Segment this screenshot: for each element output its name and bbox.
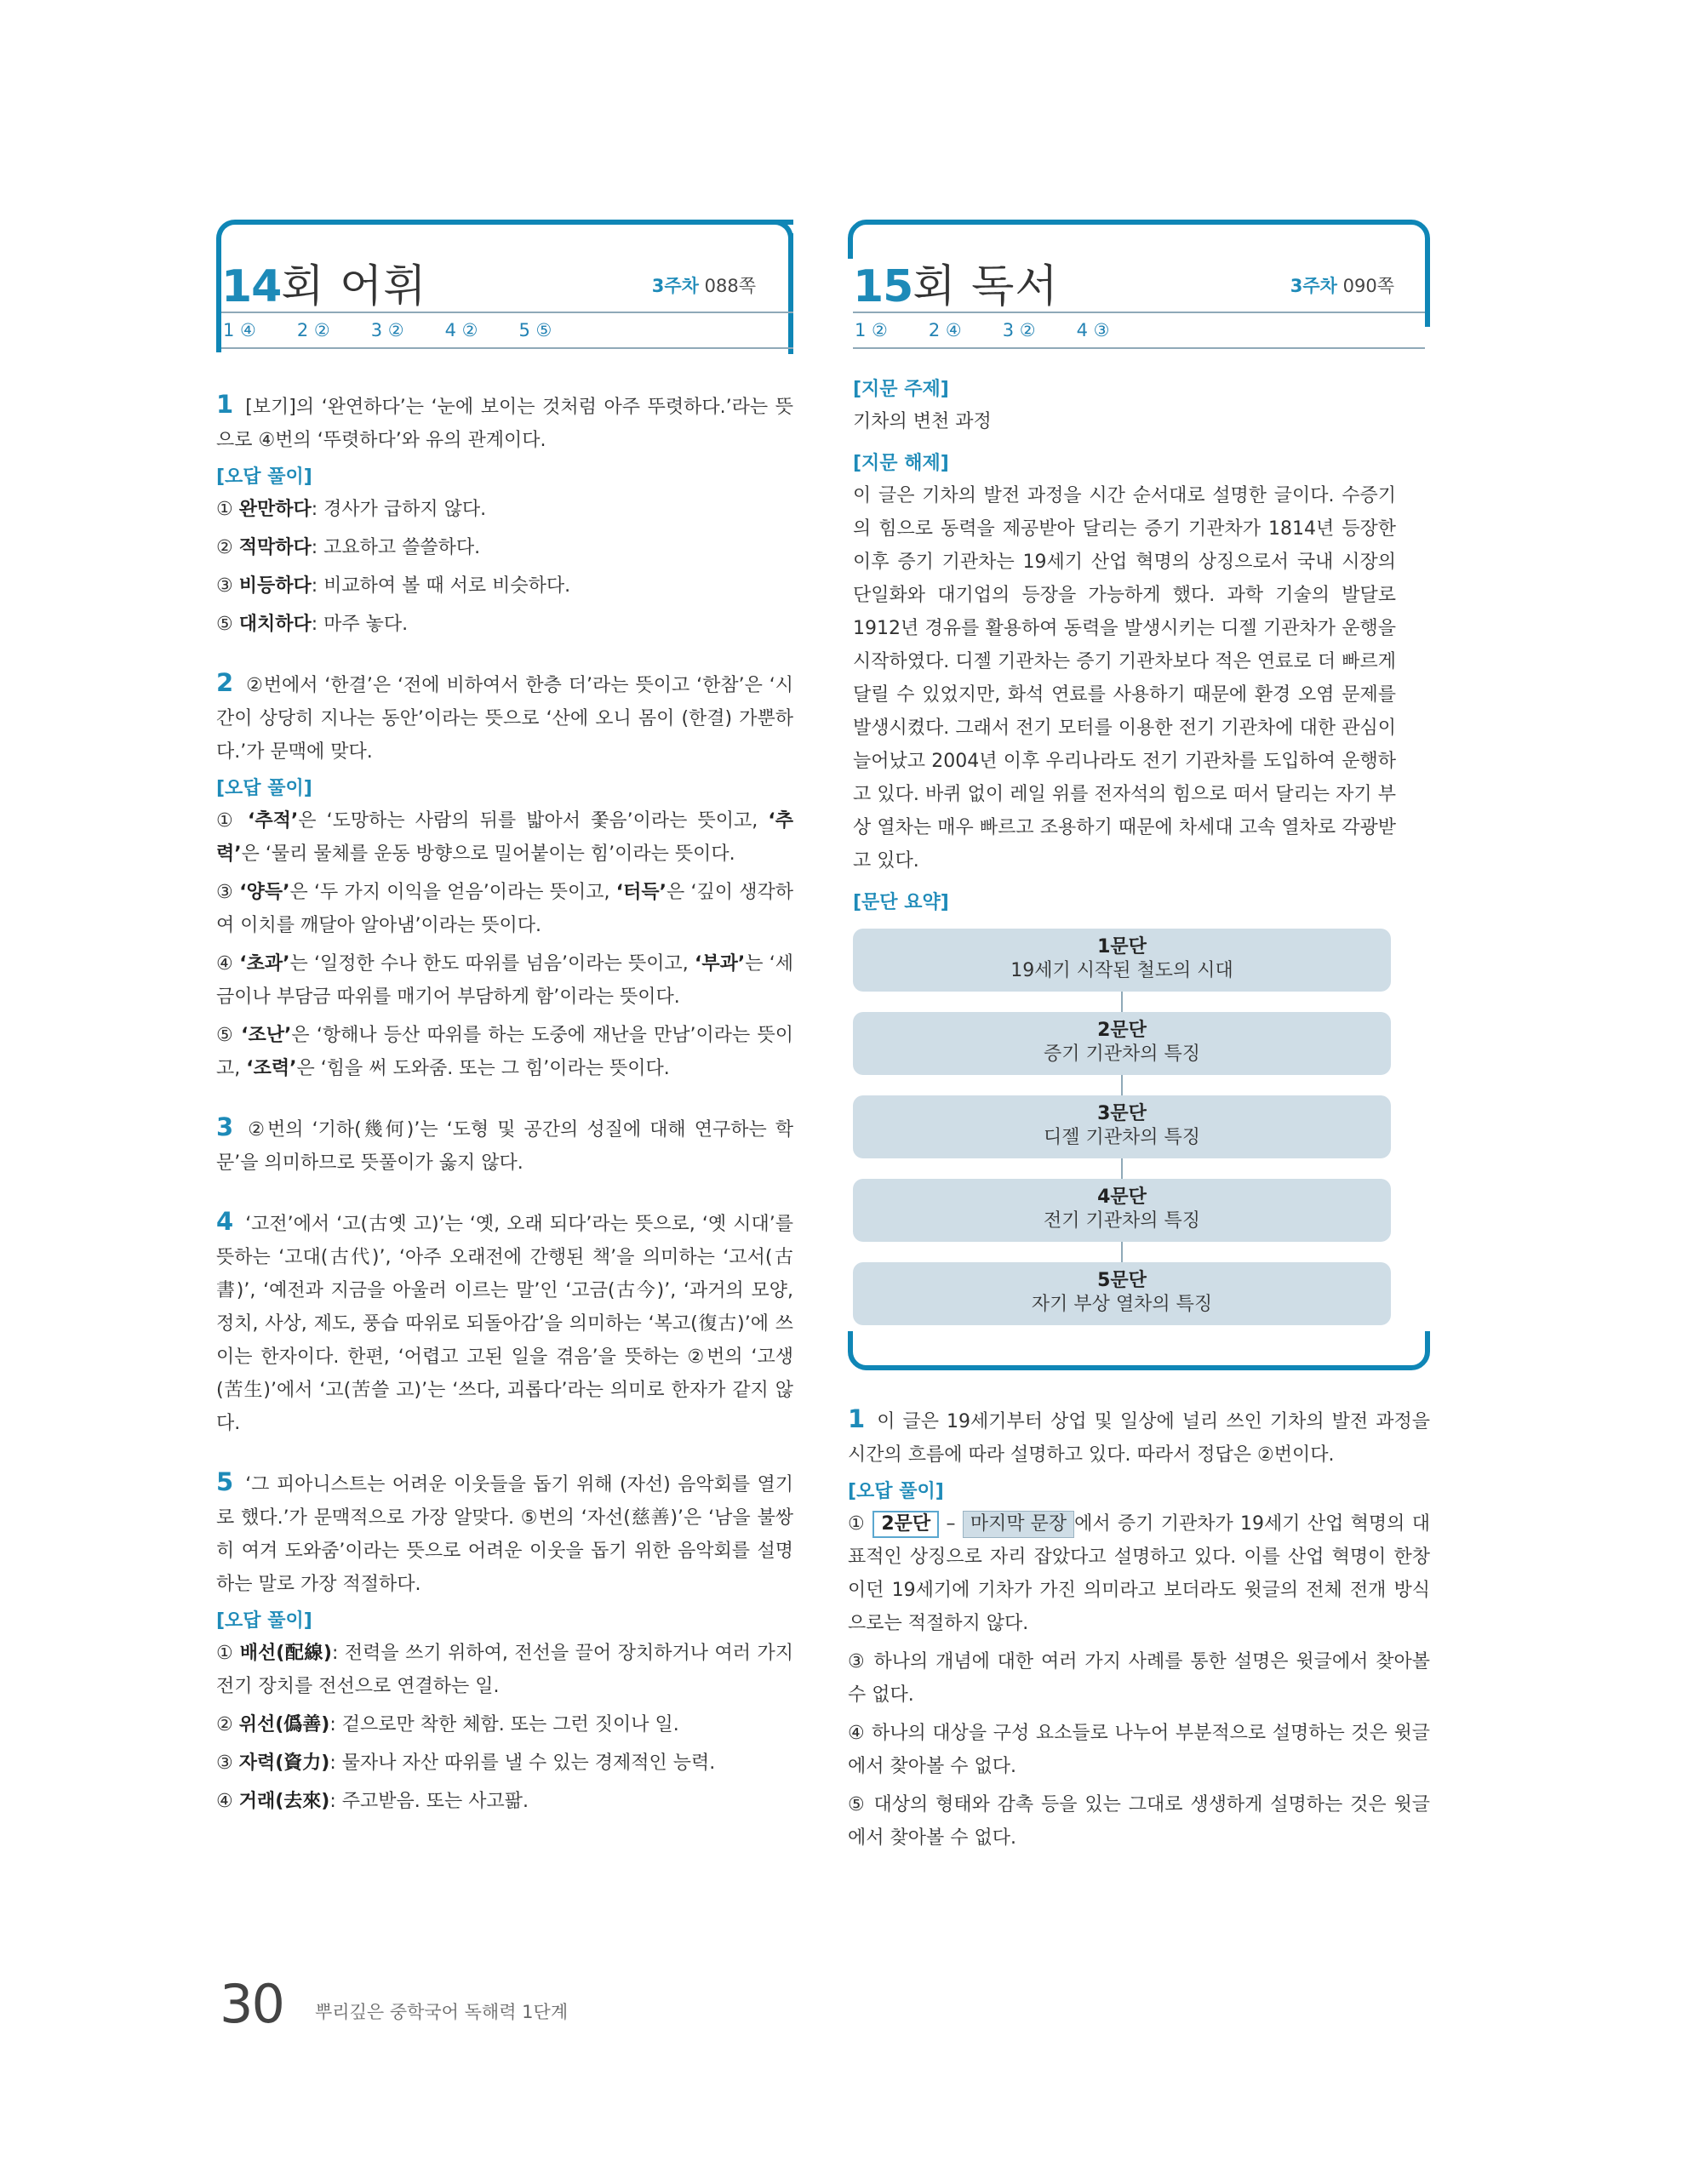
week-page-ref [652,272,756,298]
wrong-item: ② 적막하다: 고요하고 쓸쓸하다. [216,537,481,558]
answer-key [221,312,793,349]
flow-node: 1문단 19세기 시작된 철도의 시대 [853,929,1391,992]
answer-item: 4 ② [444,320,478,340]
answer-item: 1 ② [855,320,888,340]
wrong-answer-label: [오답 풀이] [216,466,312,488]
q1-block [216,388,793,641]
explanation-text: 이 글은 기차의 발전 과정을 시간 순서대로 설명한 글이다. 수증기의 힘으로 동력을 제공받아 달리는 증기 기관차가 1814년 등장한 이후 증기 기관차는 19세기 산업 혁명의 상징으로서 국내 시장의 단일화와 대기업의 등장을 가능하게 했다. 과학 기술의 발달로 1912년 경유를 활용하여 동력을 발생시키는 디젤 기관차가 운행을 시작하였다. 디젤 기관차는 증기 기관차보다 적은 연료로 더 빠르게 달릴 수 있었지만, 화석 연료를 사용하기 때문에 환경 오염 문제를 발생시켰다. 그래서 전기 모터를 이용한 전기 기관차에 대한 관심이 늘어났고 2004년 이후 우리나라도 전기 기관차를 도입하여 운행하고 있다. 바퀴 없이 레일 위를 전자석의 힘으로 떠서 달리는 자기 부상 열차는 매우 빠르고 조용하기 때문에 차세대 고속 열차로 각광받고 있다. [853,485,1396,872]
page-footer [220,1973,569,2035]
lesson-14-header [216,220,793,352]
lesson-name: 회 어휘 [281,261,427,312]
question-number: 4 [216,1207,234,1236]
q1-block [848,1403,1430,1855]
right-column [848,220,1430,1855]
wrong-item: ③ ‘양득’은 ‘두 가지 이익을 얻음’이라는 뜻이고, ‘터득’은 ‘깊이 생각하여 이치를 깨달아 알아냄’이라는 뜻이다. [216,882,793,936]
question-number: 5 [216,1467,234,1496]
wrong-item: ② 위선(僞善): 겉으로만 착한 체함. 또는 그런 짓이나 일. [216,1714,679,1735]
lesson-number: 14 [221,261,282,312]
wrong-item: ⑤ 대치하다: 마주 놓다. [216,614,409,635]
paragraph-tag: 2문단 [872,1511,939,1538]
lesson-15-header [848,225,1394,352]
q2-block [216,666,793,1085]
answer-item: 3 ② [370,320,404,340]
flow-connector [1121,1158,1123,1179]
flow-connector [1121,992,1123,1012]
q5-block [216,1466,793,1818]
q1-explanation: 1 이 글은 19세기부터 상업 및 일상에 널리 쓰인 기차의 발전 과정을 시간의 흐름에 따라 설명하고 있다. 따라서 정답은 ②번이다. [848,1404,1430,1466]
question-number: 3 [216,1112,234,1141]
question-number: 2 [216,668,234,697]
topic-label: [지문 주제] [853,379,949,400]
answer-item: 1 ④ [223,320,256,340]
wrong-item: ⑤ ‘조난’은 ‘항해나 등산 따위를 하는 도중에 재난을 만남’이라는 뜻이고, ‘조력’은 ‘힘을 써 도와줌. 또는 그 힘’이라는 뜻이다. [216,1025,794,1079]
q2-explanation: 2 ②번에서 ‘한결’은 ‘전에 비하여서 한층 더’라는 뜻이고 ‘한참’은 ‘시간이 상당히 지나는 동안’이라는 뜻으로 ‘산에 오니 몸이 (한결) 가뿐하다.’가 문맥에 맞다. [216,668,793,763]
wrong-item: ③ 하나의 개념에 대한 여러 가지 사례를 통한 설명은 윗글에서 찾아볼 수 없다. [848,1651,1430,1706]
sentence-tag: 마지막 문장 [963,1511,1074,1538]
page-number: 30 [220,1973,283,2035]
wrong-answer-label: [오답 풀이] [216,778,312,799]
lesson-15-summary-box [848,220,1430,1370]
flow-node: 4문단 전기 기관차의 특징 [853,1179,1391,1242]
q3-block [216,1111,793,1180]
flow-node: 2문단 증기 기관차의 특징 [853,1012,1391,1075]
q3-explanation: 3 ②번의 ‘기하(幾何)’는 ‘도형 및 공간의 성질에 대해 연구하는 학문’을 의미하므로 뜻풀이가 옳지 않다. [216,1112,793,1174]
flow-connector [1121,1242,1123,1262]
q4-block [216,1205,793,1440]
wrong-item: ① 완만하다: 경사가 급하지 않다. [216,499,487,520]
page-ref: 090쪽 [1342,276,1394,296]
book-title: 뿌리깊은 중학국어 독해력 1단계 [315,2002,569,2022]
answer-item: 2 ② [296,320,330,340]
wrong-item: ④ ‘초과’는 ‘일정한 수나 한도 따위를 넘음’이라는 뜻이고, ‘부과’는 ‘세금이나 부담금 따위를 매기어 부담하게 함’이라는 뜻이다. [216,953,793,1008]
wrong-item: ① 2문단 – 마지막 문장 에서 증기 기관차가 19세기 산업 혁명의 대표적인 상징으로 자리 잡았다고 설명하고 있다. 이를 산업 혁명이 한창이던 19세기에 기차가 가진 의미라고 보더라도 윗글의 전체 전개 방식으로는 적절하지 않다. [848,1507,1430,1640]
question-number: 1 [848,1404,866,1433]
page-ref: 088쪽 [704,276,756,296]
wrong-answer-label: [오답 풀이] [216,1610,312,1632]
q4-explanation: 4 ‘고전’에서 ‘고(古옛 고)’는 ‘옛, 오래 되다’라는 뜻으로, ‘옛 시대’를 뜻하는 ‘고대(古代)’, ‘아주 오래전에 간행된 책’을 의미하는 ‘고서(古書)’, ‘예전과 지금을 아울러 이르는 말’인 ‘고금(古今)’, ‘과거의 모양, 정치, 사상, 제도, 풍습 따위로 되돌아감’을 의미하는 ‘복고(復古)’에 쓰이는 한자이다. 한편, ‘어렵고 고된 일을 겪음’을 뜻하는 ②번의 ‘고생(苦生)’에서 ‘고(苦쓸 고)’는 ‘쓰다, 괴롭다’라는 의미로 한자가 같지 않다. [216,1207,793,1434]
week-label: 3주차 [651,276,699,296]
question-number: 1 [216,390,234,419]
q5-explanation: 5 ‘그 피아니스트는 어려운 이웃들을 돕기 위해 (자선) 음악회를 열기로 했다.’가 문맥적으로 가장 알맞다. ⑤번의 ‘자선(慈善)’은 ‘남을 불쌍히 여겨 도와줌’이라는 뜻으로 어려운 이웃을 돕기 위한 음악회를 설명하는 말로 가장 적절하다. [216,1467,793,1595]
wrong-item: ⑤ 대상의 형태와 감촉 등을 있는 그대로 생생하게 설명하는 것은 윗글에서 찾아볼 수 없다. [848,1794,1430,1849]
lesson-name: 회 독서 [913,261,1059,312]
answer-item: 3 ② [1002,320,1036,340]
flow-node: 3문단 디젤 기관차의 특징 [853,1095,1391,1158]
explanation-label: [지문 해제] [853,453,949,474]
wrong-item: ③ 비등하다: 비교하여 볼 때 서로 비슷하다. [216,575,571,597]
lesson-title [853,250,1059,314]
answer-item: 5 ⑤ [518,320,552,340]
wrong-item: ④ 거래(去來): 주고받음. 또는 사고팖. [216,1791,529,1812]
wrong-item: ① ‘추적’은 ‘도망하는 사람의 뒤를 밟아서 쫓음’이라는 뜻이고, ‘추력’은 ‘물리 물체를 운동 방향으로 밀어붙이는 힘’이라는 뜻이다. [216,810,793,865]
topic-text: 기차의 변천 과정 [853,411,992,432]
wrong-item: ① 배선(配線): 전력을 쓰기 위하여, 전선을 끌어 장치하거나 여러 가지 전기 장치를 전선으로 연결하는 일. [216,1643,793,1697]
wrong-answer-label: [오답 풀이] [848,1481,944,1502]
wrong-item: ④ 하나의 대상을 구성 요소들로 나누어 부분적으로 설명하는 것은 윗글에서 찾아볼 수 없다. [848,1723,1430,1777]
answer-item: 4 ③ [1076,320,1110,340]
answer-item: 2 ④ [928,320,962,340]
wrong-item: ③ 자력(資力): 물자나 자산 따위를 낼 수 있는 경제적인 능력. [216,1752,716,1774]
paragraph-summary-flow [853,929,1391,1325]
left-column [216,220,793,1818]
week-label: 3주차 [1290,276,1337,296]
answer-key [853,312,1425,349]
q1-explanation: 1 [보기]의 ‘완연하다’는 ‘눈에 보이는 것처럼 아주 뚜렷하다.’라는 뜻으로 ④번의 ‘뚜렷하다’와 유의 관계이다. [216,390,793,451]
lesson-title [221,250,427,314]
flow-node: 5문단 자기 부상 열차의 특징 [853,1262,1391,1325]
week-page-ref [1290,272,1394,298]
flow-connector [1121,1075,1123,1095]
summary-label: [문단 요약] [853,892,949,913]
lesson-number: 15 [853,261,913,312]
